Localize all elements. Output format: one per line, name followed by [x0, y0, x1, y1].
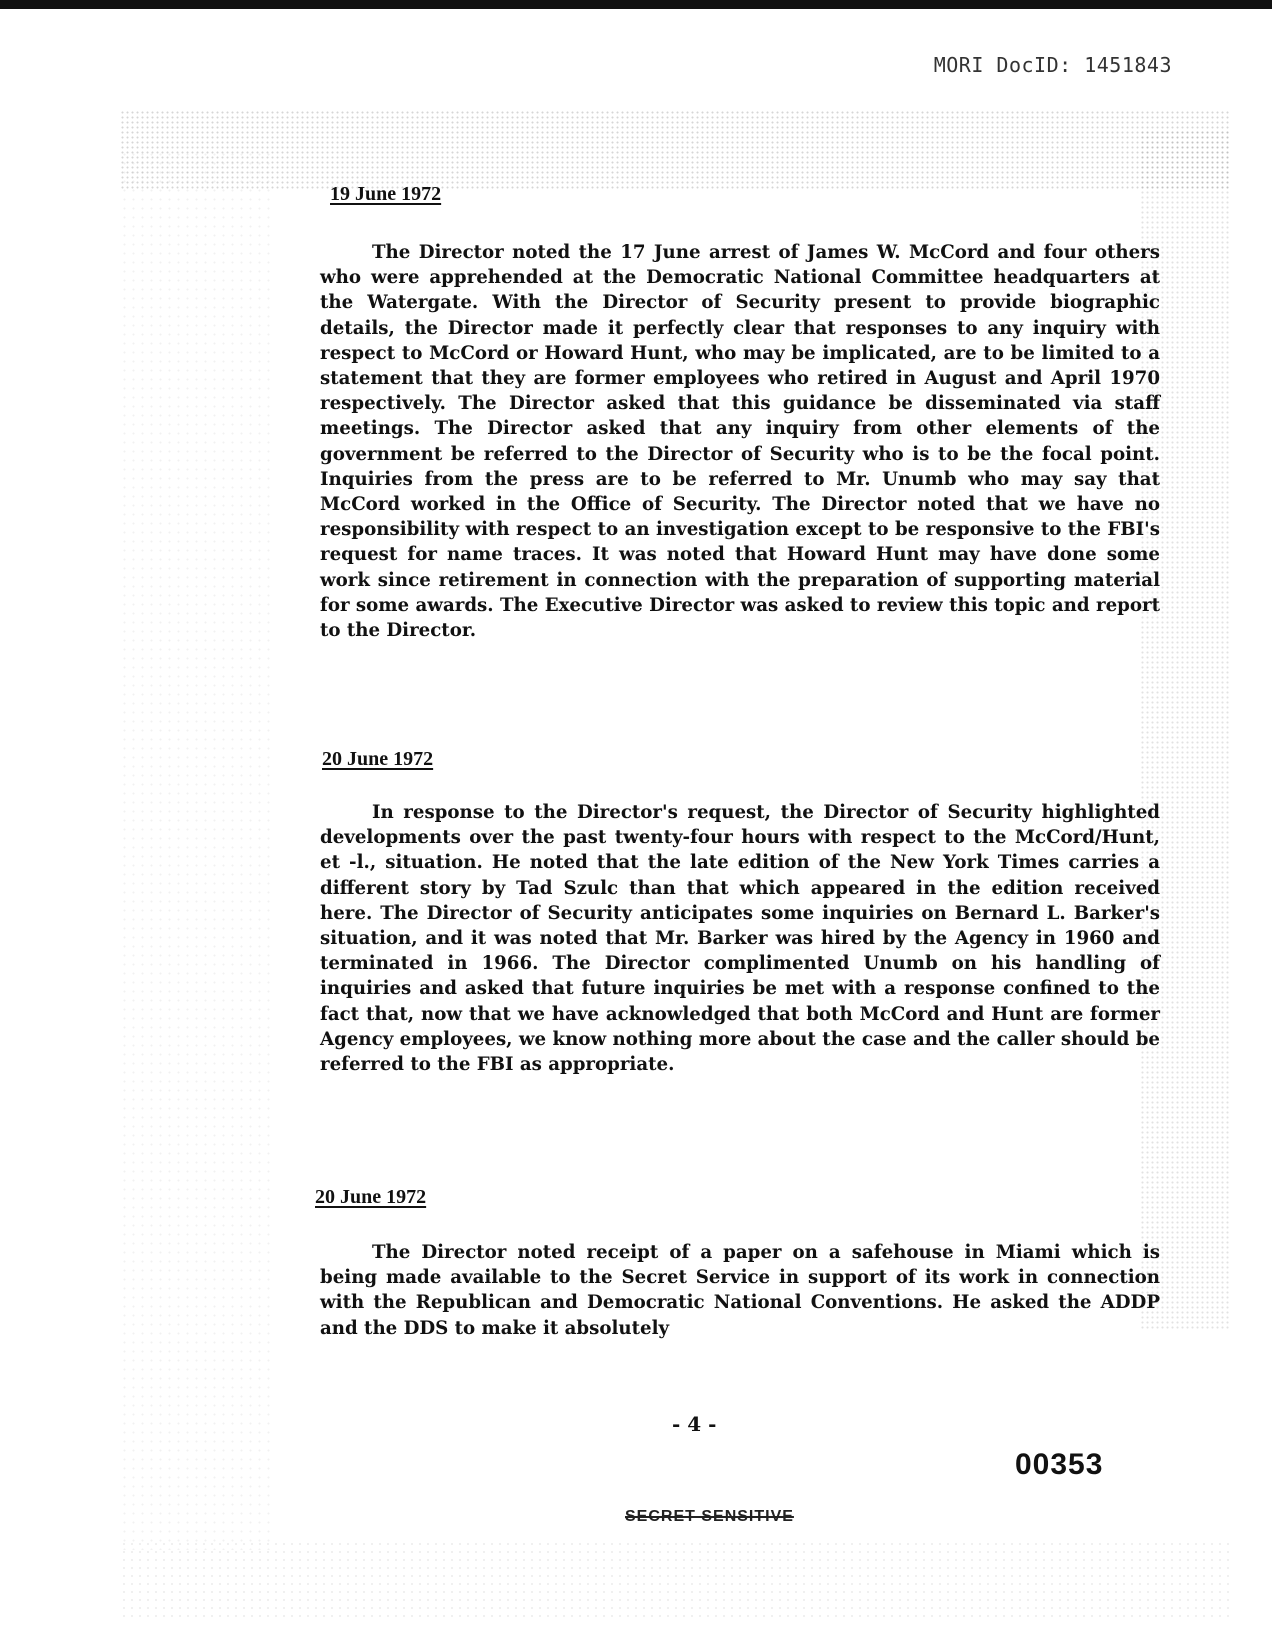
- entry-date-3: 20 June 1972: [315, 1186, 427, 1208]
- scan-noise-left: [120, 150, 270, 1550]
- entry-body-1: The Director noted the 17 June arrest of James W. McCord and four others who were apprehended at the Democratic National Committee headquarters at the Watergate. With the Director of Security present to provide biographic details, the Director made it perfectly clear that responses to any inquiry with respect to McCord or Howard Hunt, who may be implicated, are to be limited to a statement that they are former employees who retired in August and April 1970 respectively. The Director asked that this guidance be disseminated via staff meetings. The Director asked that any inquiry from other elements of the government be referred to the Director of Security who is to be the focal point. Inquiries from the press are to be referred to Mr. Unumb who may say that McCord worked in the Office of Security. The Director noted that we have no responsibility with respect to an investigation except to be responsive to the FBI's request for name traces. It was noted that Howard Hunt may have done some work since retirement in connection with the preparation of supporting material for some awards. The Executive Director was asked to review this topic and report to the Director.: [320, 242, 1160, 642]
- document-id: MORI DocID: 1451843: [933, 53, 1172, 77]
- page-number: - 4 -: [672, 1412, 717, 1436]
- entry-date-1: 19 June 1972: [330, 183, 442, 205]
- scan-top-edge: [0, 0, 1272, 9]
- classification-marking: SECRET SENSITIVE: [625, 1508, 794, 1525]
- scan-noise-top: [120, 110, 1230, 190]
- entry-body-3: The Director noted receipt of a paper on a safehouse in Miami which is being made available to the Secret Service in support of its work in connection with the Republican and Democratic National Conventions. He asked the ADDP and the DDS to make it absolutely: [320, 1242, 1160, 1339]
- scan-noise-bottom: [120, 1540, 1230, 1620]
- entry-body-2: In response to the Director's request, the Director of Security highlighted developments over the past twenty-four hours with respect to the McCord/Hunt, et -l., situation. He noted that the late edition of the New York Times carries a different story by Tad Szulc than that which appeared in the edition received here. The Director of Security anticipates some inquiries on Bernard L. Barker's situation, and it was noted that Mr. Barker was hired by the Agency in 1960 and terminated in 1966. The Director complimented Unumb on his handling of inquiries and asked that future inquiries be met with a response confined to the fact that, now that we have acknowledged that both McCord and Hunt are former Agency employees, we know nothing more about the case and the caller should be referred to the FBI as appropriate.: [320, 802, 1160, 1076]
- entry-date-2: 20 June 1972: [322, 748, 434, 770]
- document-stamp-number: 00353: [1015, 1448, 1104, 1481]
